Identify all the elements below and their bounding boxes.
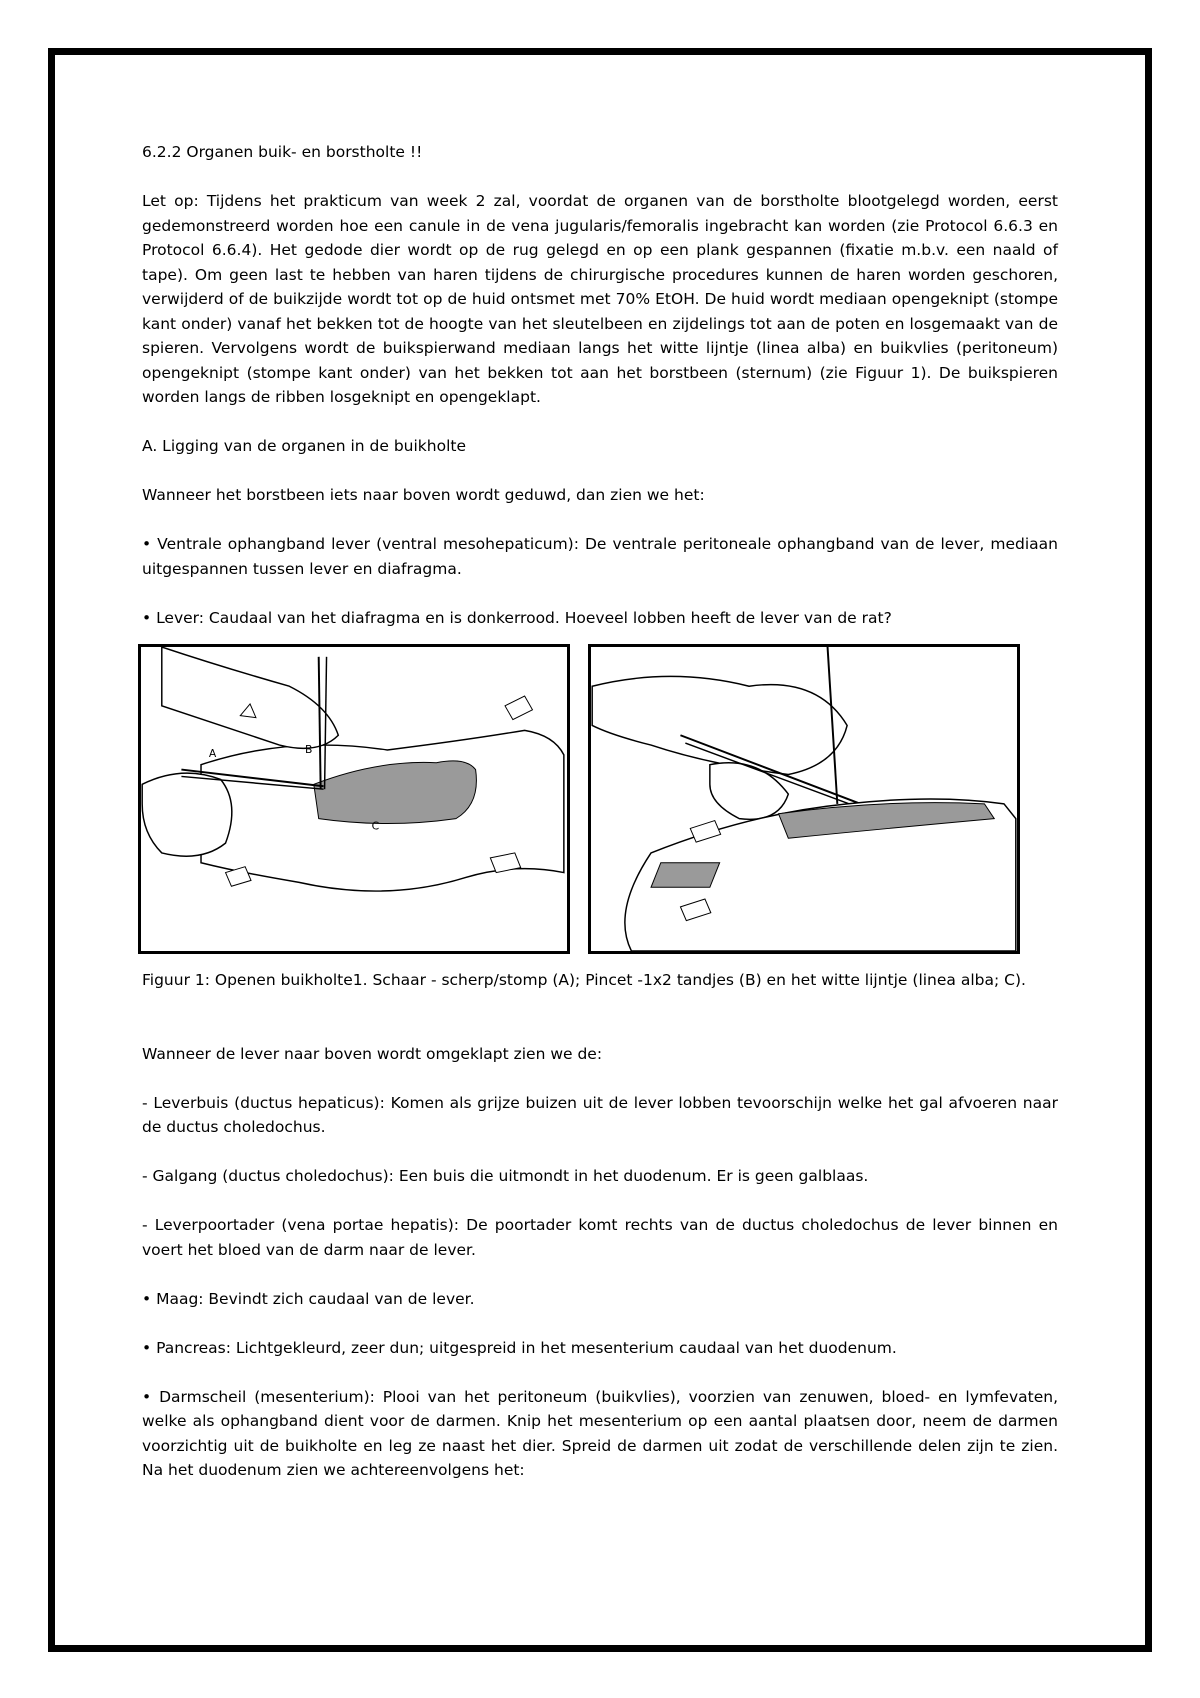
pancreas-item: • Pancreas: Lichtgekleurd, zeer dun; uitgespreid in het mesenterium caudaal van het duodenum.	[142, 1338, 897, 1357]
document-body	[142, 140, 1058, 1483]
omgeklapt-paragraph: Wanneer de lever naar boven wordt omgeklapt zien we de:	[142, 1044, 603, 1063]
figure-left-illustration	[138, 644, 570, 954]
blank-line	[142, 1017, 1058, 1042]
figure-caption: Figuur 1: Openen buikholte1. Schaar - scherp/stomp (A); Pincet -1x2 tandjes (B) en het witte lijntje (linea alba; C).	[142, 971, 1026, 989]
lever-item: • Lever: Caudaal van het diafragma en is donkerrood. Hoeveel lobben heeft de lever van de rat?	[142, 608, 892, 627]
section-heading: 6.2.2 Organen buik- en borstholte !!	[142, 143, 423, 161]
maag-item: • Maag: Bevindt zich caudaal van de lever.	[142, 1289, 475, 1308]
section-a-title: A. Ligging van de organen in de buikholte	[142, 437, 466, 455]
ventrale-item: • Ventrale ophangband lever (ventral mesohepaticum): De ventrale peritoneale ophangband van de lever, mediaan uitgespannen tussen lever en diafragma.	[142, 535, 1058, 578]
leverbuis-item: - Leverbuis (ductus hepaticus): Komen als grijze buizen uit de lever lobben tevoorschijn welke het gal afvoeren naar de ductus choledochus.	[142, 1093, 1058, 1136]
label-c: C	[371, 819, 380, 833]
label-b: B	[304, 742, 313, 756]
rat-dissection-drawing-right	[591, 647, 1017, 951]
intro-paragraph: Let op: Tijdens het prakticum van week 2 zal, voordat de organen van de borstholte blootgelegd worden, eerst gedemonstreerd worden hoe een canule in de vena jugularis/femoralis ingebracht kan worden (zie Protocol 6.6.3 en Protocol 6.6.4). Het gedode dier wordt op de rug gelegd en op een plank gespannen (fixatie m.b.v. een naald of tape). Om geen last te hebben van haren tijdens de chirurgische procedures kunnen de haren worden geschoren, verwijderd of de buikzijde wordt tot op de huid ontsmet met 70% EtOH. De huid wordt mediaan opengeknipt (stompe kant onder) vanaf het bekken tot de hoogte van het sleutelbeen en zijdelings tot aan de poten en losgemaakt van de spieren. Vervolgens wordt de buikspierwand mediaan langs het witte lijntje (linea alba) en buikvlies (peritoneum) opengeknipt (stompe kant onder) van het bekken tot aan het borstbeen (sternum) (zie Figuur 1). De buikspieren worden langs de ribben losgeknipt en opengeklapt.	[142, 192, 1058, 406]
figure-1	[142, 644, 1058, 964]
galgang-item: - Galgang (ductus choledochus): Een buis die uitmondt in het duodenum. Er is geen galblaas.	[142, 1167, 869, 1185]
label-a: A	[208, 746, 217, 760]
borstbeen-paragraph: Wanneer het borstbeen iets naar boven wordt geduwd, dan zien we het:	[142, 486, 705, 504]
darmscheil-item: • Darmscheil (mesenterium): Plooi van het peritoneum (buikvlies), voorzien van zenuwen, bloed- en lymfevaten, welke als ophangband dient voor de darmen. Knip het mesenterium op een aantal plaatsen door, neem de darmen voorzichtig uit de buikholte en leg ze naast het dier. Spreid de darmen uit zodat de verschillende delen zijn te zien. Na het duodenum zien we achtereenvolgens het:	[142, 1387, 1058, 1479]
leverpoortader-item: - Leverpoortader (vena portae hepatis): De poortader komt rechts van de ductus choledochus de lever binnen en voert het bloed van de darm naar de lever.	[142, 1216, 1058, 1259]
figure-right-illustration	[588, 644, 1020, 954]
rat-dissection-drawing-left	[141, 647, 567, 951]
